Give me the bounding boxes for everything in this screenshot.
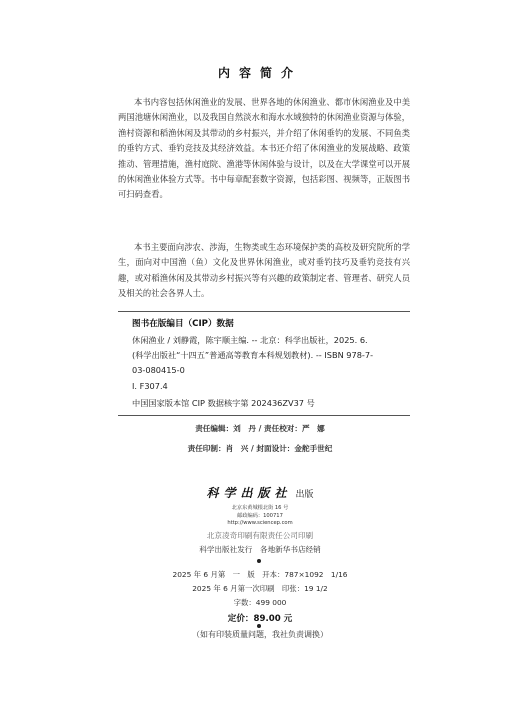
- credits-editors: 责任编辑：刘 丹 / 责任校对：严 娜: [195, 424, 325, 433]
- edition-row-1: 2025 年 6 月第 一 版 开本：787×1092 1/16: [172, 570, 348, 579]
- word-count: 字数：499 000: [233, 598, 287, 607]
- cip-record-number: 中国国家版本馆 CIP 数据核字第 202436ZV37 号: [132, 398, 315, 408]
- cip-entry-line-2: (科学出版社“十四五”普通高等教育本科规划教材). -- ISBN 978-7-: [132, 350, 374, 360]
- cip-top-rule: [118, 311, 410, 312]
- distribution-line: 科学出版社发行 各地新华书店经销: [199, 545, 321, 554]
- intro-paragraph-2: 本书主要面向涉农、涉海，生物类或生态环境保护类的高校及研究院所的学生，面向对中国渔（鱼）文化及世界休闲渔业，或对垂钓技巧及垂钓竞技有兴趣，或对稻渔休闲及其带动乡村振兴等有兴趣的政策制定者、管理者、研究人员及相关的社会各界人士。: [118, 242, 410, 299]
- publisher-logo-text: 科学出版社: [206, 486, 292, 500]
- printer-line: 北京凌奇印刷有限责任公司印刷: [206, 531, 314, 540]
- cip-classification: I. F307.4: [132, 381, 168, 391]
- separator-dot: [257, 559, 261, 563]
- publisher-logo: [0, 484, 520, 501]
- cip-entry-line-1: 休闲渔业 / 刘静霞，陈宇顺主编. -- 北京：科学出版社，2025. 6.: [132, 335, 368, 345]
- cip-entry-line-3: 03-080415-0: [132, 365, 185, 375]
- price-separator-dot: [257, 624, 261, 628]
- credits-production: 责任印制：肖 兴 / 封面设计：金舵手世纪: [187, 444, 333, 453]
- intro-paragraph-1: 本书内容包括休闲渔业的发展、世界各地的休闲渔业、都市休闲渔业及中美两国池塘休闲渔业，以及我国自然淡水和海水水域独特的休闲渔业资源与体验，渔村资源和稻渔休闲及其带动的乡村振兴，并介绍了休闲垂钓的发展、不同鱼类的垂钓方式、垂钓竞技及其经济效益。本书还介绍了休闲渔业的发展战略、政策推动、管理措施，渔村庭院、渔港等休闲体验与设计，以及在大学课堂可以开展的休闲渔业体验方式等。书中每章配套数字资源，包括彩图、视频等，正版图书可扫码查看。: [118, 97, 410, 200]
- intro-title: 内容简介: [217, 66, 302, 80]
- cip-heading: 图书在版编目（CIP）数据: [132, 319, 234, 329]
- publisher-website: http://www.sciencep.com: [227, 520, 293, 526]
- publisher-address: 北京东黄城根北街 16 号: [231, 505, 289, 511]
- edition-row-2: 2025 年 6 月第一次印刷 印张：19 1/2: [192, 584, 328, 593]
- publisher-postcode: 邮政编码：100717: [237, 513, 283, 519]
- quality-notice: （如有印装质量问题，我社负责调换）: [192, 630, 328, 639]
- price: 定价：89.00 元: [227, 614, 293, 624]
- cip-bottom-rule: [118, 415, 410, 416]
- publisher-suffix: 出版: [295, 490, 314, 500]
